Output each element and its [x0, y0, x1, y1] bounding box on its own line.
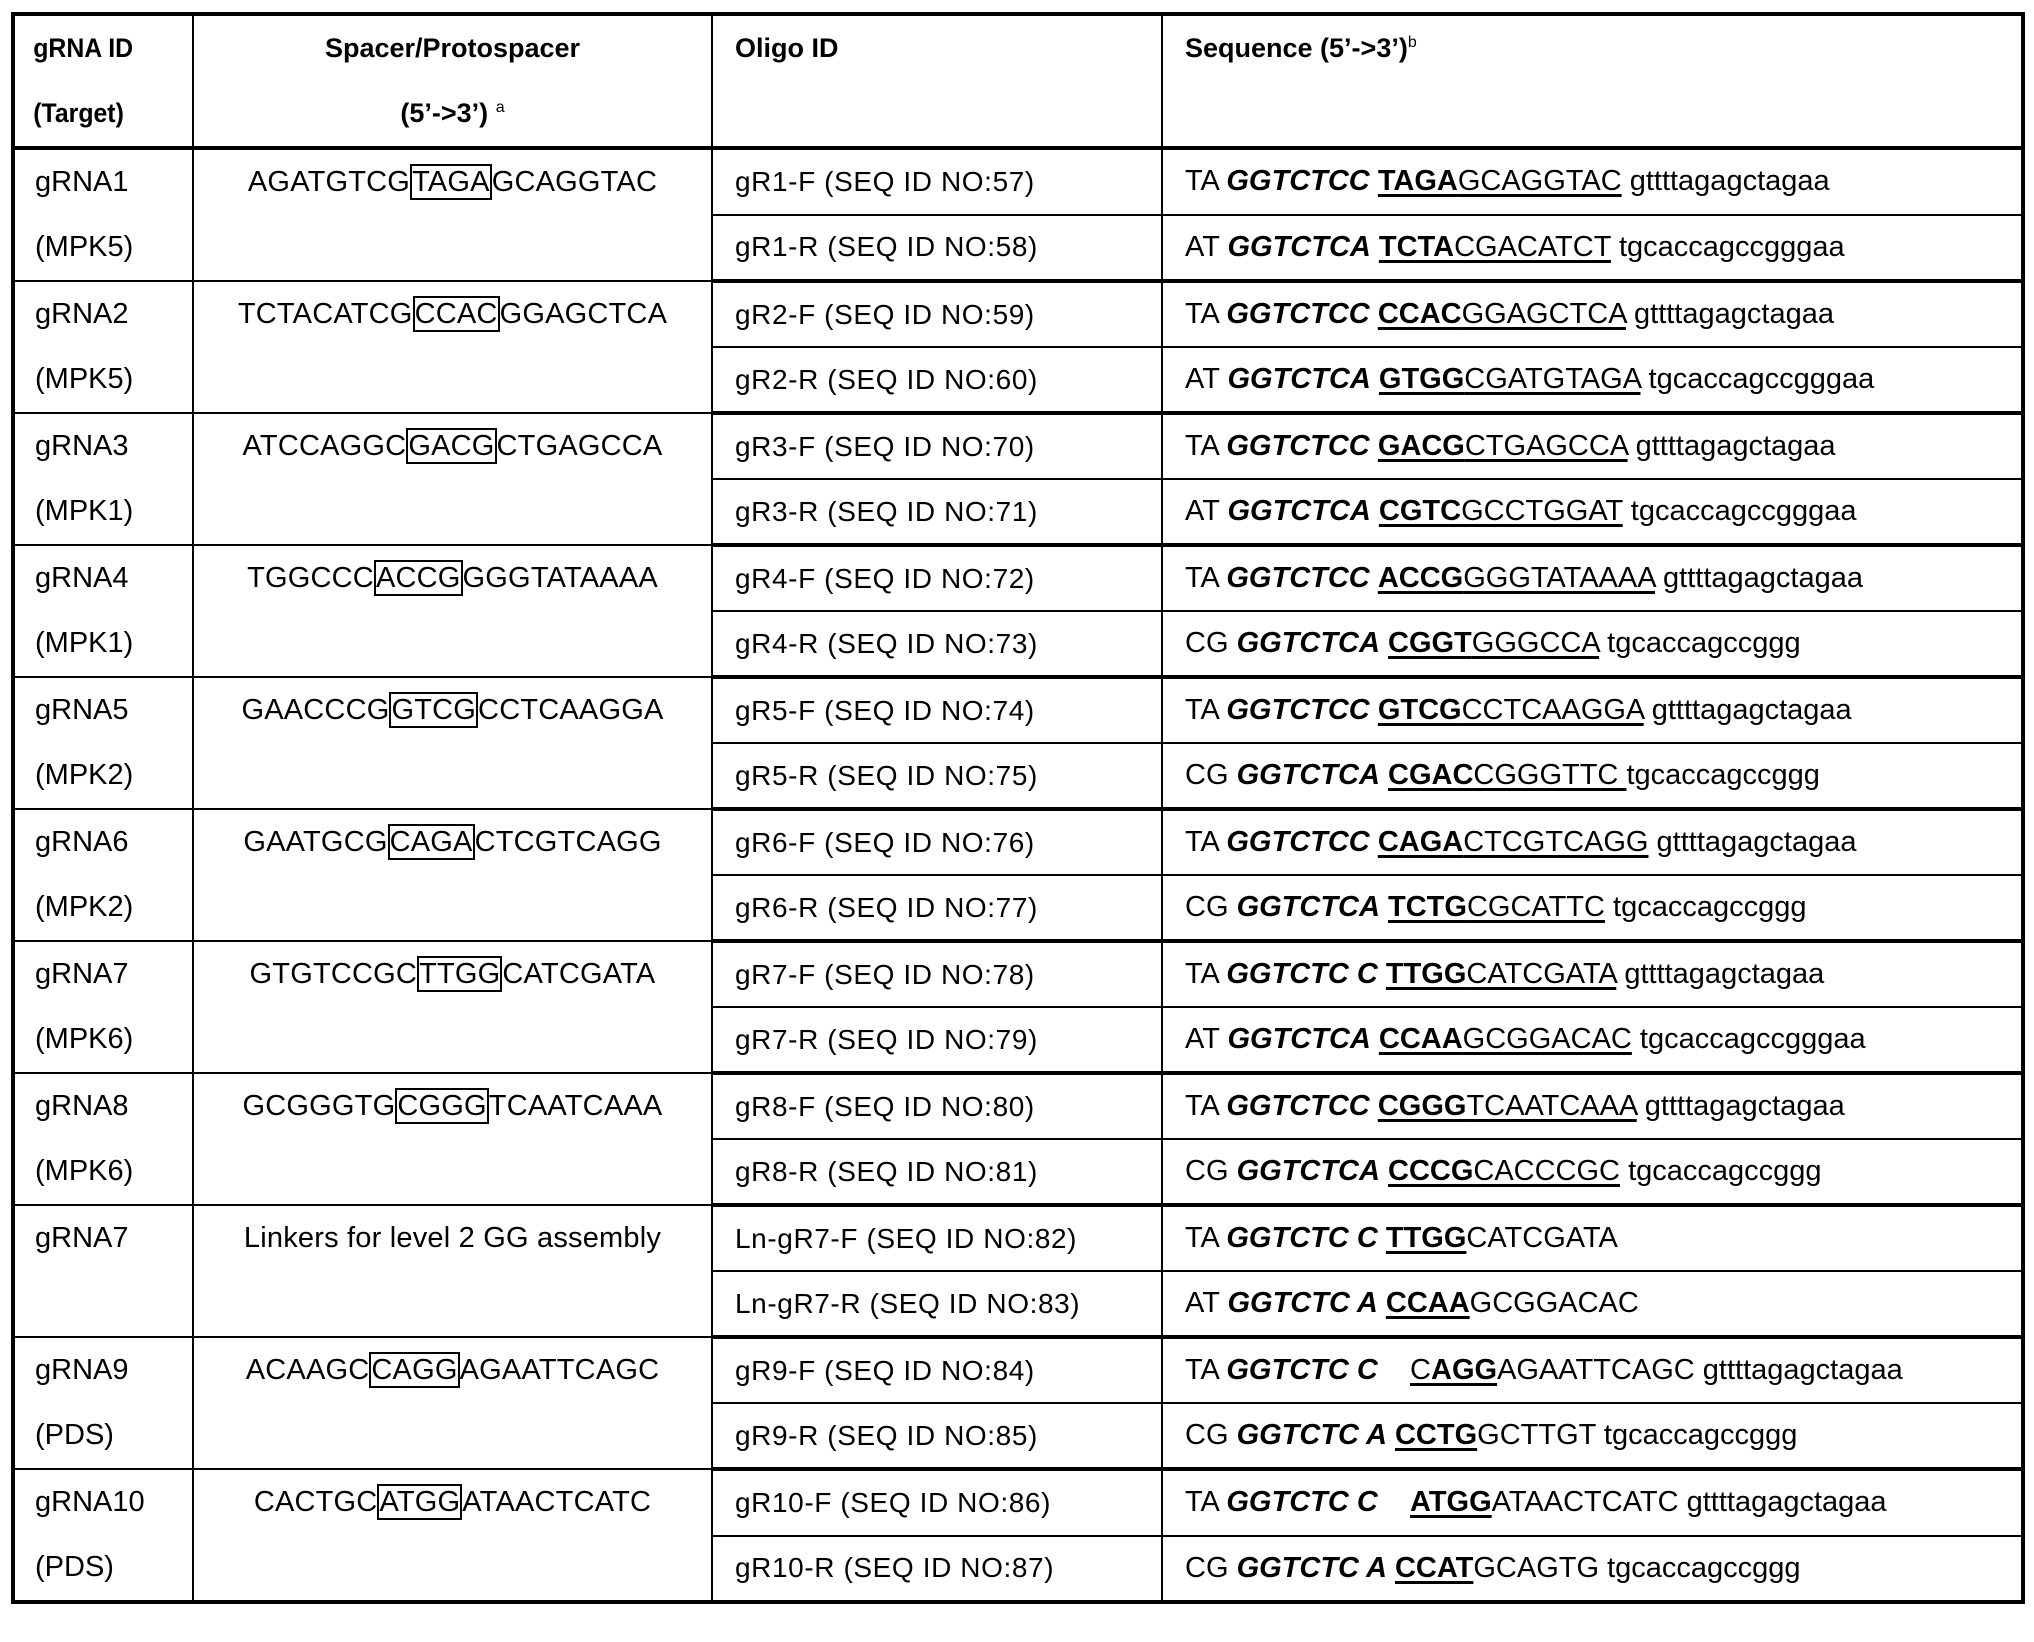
sequence-cell	[1162, 1007, 2023, 1073]
gid-label: gRNA3	[35, 430, 129, 462]
scaffold-tail: gttttagagctagaa	[1636, 1090, 1845, 1122]
header-spacer-line2: (5’->3’) $^a$	[400, 98, 505, 128]
scaffold-tail: tgcaccagccggg	[1604, 891, 1807, 923]
protospacer-underlined: GTGGCGATGTAGA	[1378, 363, 1641, 395]
sequence-cell	[1162, 1073, 2023, 1139]
spacer-sequence: GTGTCCGCTTGGCATCGATA	[249, 958, 656, 990]
overhang: GTGG	[1378, 363, 1465, 395]
oligo-id-cell	[712, 347, 1162, 413]
spacer-sequence: ATCCAGGCGACGCTGAGCCA	[242, 430, 663, 462]
seq-prefix: TA	[1185, 1090, 1227, 1122]
overhang-underlined	[1386, 1222, 1467, 1254]
bsai-site: GGTCTCC	[1226, 694, 1370, 726]
gid-label: gRNA4	[35, 562, 129, 594]
spacer-sequence: GAATGCGCAGACTCGTCAGG	[243, 826, 662, 858]
sequence-cell	[1162, 413, 2023, 479]
spacer-cell	[193, 677, 712, 809]
seq-prefix: TA	[1185, 694, 1227, 726]
spacer-cell	[193, 545, 712, 677]
bsai-site: GGTCTCA	[1227, 363, 1371, 395]
overhang: TTGG	[1385, 958, 1467, 990]
overhang: TCTA	[1378, 230, 1455, 263]
table-header-row	[13, 14, 2023, 148]
oligo-id: gR4-R (SEQ ID NO:73)	[735, 627, 1038, 659]
oligo-id: gR10-F (SEQ ID NO:86)	[735, 1486, 1052, 1518]
oligo-id-cell	[712, 413, 1162, 479]
sequence-cell: AT GGTCTC A CCAAGCGGACAC	[1162, 1271, 2023, 1337]
overhang: CAGA	[1377, 826, 1464, 858]
overhang: CCCG	[1388, 1155, 1474, 1187]
bsai-site: GGTCTCC	[1226, 165, 1370, 198]
header-oligo: Oligo ID	[712, 14, 1162, 148]
oligo-id-cell	[712, 1073, 1162, 1139]
spacer-cell	[193, 809, 712, 941]
protospacer-underlined: TCTGCGCATTC	[1388, 891, 1605, 923]
oligo-id-cell	[712, 1205, 1162, 1271]
oligo-id-cell	[712, 1007, 1162, 1073]
oligo-id: Ln-gR7-R (SEQ ID NO:83)	[735, 1287, 1081, 1319]
oligo-id: gR10-R (SEQ ID NO:87)	[735, 1552, 1055, 1584]
bsai-site: GGTCTC A	[1236, 1419, 1387, 1451]
table-row	[13, 148, 2023, 215]
protospacer-underlined: GACGCTGAGCCA	[1377, 430, 1628, 462]
target-label: (MPK2)	[35, 759, 134, 791]
overhang: TTGG	[1385, 1222, 1467, 1254]
scaffold-tail: gttttagagctagaa	[1648, 826, 1857, 858]
sequence-cell	[1162, 941, 2023, 1007]
protospacer-underlined: CCACGGAGCTCA	[1377, 298, 1626, 330]
spacer-cell	[193, 413, 712, 545]
sequence-cell: TA GGTCTC C TTGGCATCGATA	[1162, 1205, 2023, 1271]
bsai-site: GGTCTCC	[1226, 562, 1370, 594]
bsai-site: GGTCTCA	[1236, 1155, 1380, 1187]
target-label: (MPK2)	[35, 891, 134, 923]
protospacer-underlined: TAGAGCAGGTAC	[1377, 165, 1622, 198]
oligo-id-cell	[712, 875, 1162, 941]
scaffold-tail: tgcaccagccggg	[1599, 1551, 1801, 1584]
gid-cell	[13, 677, 193, 809]
overhang-underlined	[1410, 1486, 1492, 1518]
oligo-id: gR1-F (SEQ ID NO:57)	[735, 165, 1035, 197]
oligo-id-cell	[712, 281, 1162, 347]
table-row	[13, 1205, 2023, 1271]
spacer-sequence: GAACCCGGTCGCCTCAAGGA	[241, 694, 664, 726]
table-row	[13, 941, 2023, 1007]
oligo-id: gR3-R (SEQ ID NO:71)	[735, 495, 1038, 527]
bsai-site: GGTCTCA	[1227, 1023, 1371, 1055]
scaffold-tail: gttttagagctagaa	[1654, 562, 1863, 594]
bsai-site: GGTCTC C	[1226, 1222, 1378, 1254]
header-gid-line2: (Target)	[33, 98, 124, 128]
oligo-id: gR2-R (SEQ ID NO:60)	[735, 363, 1038, 395]
gid-label: gRNA1	[35, 166, 129, 198]
target-label: (MPK1)	[35, 627, 134, 659]
overhang-box: GTCG	[391, 694, 477, 726]
seq-prefix: CG	[1185, 627, 1237, 659]
spacer-cell	[193, 281, 712, 413]
oligo-id-cell	[712, 215, 1162, 282]
overhang: CCAA	[1385, 1287, 1470, 1319]
overhang: CCAA	[1378, 1023, 1463, 1055]
header-spacer-line1: Spacer/Protospacer	[324, 33, 581, 63]
bsai-site: GGTCTCC	[1226, 1090, 1370, 1122]
bsai-site: GGTCTCA	[1227, 495, 1371, 527]
oligo-id: Ln-gR7-F (SEQ ID NO:82)	[735, 1222, 1078, 1254]
overhang: GTCG	[1377, 694, 1462, 726]
protospacer-underlined: TCTACGACATCT	[1378, 230, 1611, 263]
seq-prefix: TA	[1185, 298, 1227, 330]
sequence-cell	[1162, 1139, 2023, 1205]
oligo-id: gR6-R (SEQ ID NO:77)	[735, 891, 1038, 923]
table-row	[13, 413, 2023, 479]
spacer-sequence: TCTACATCGCCACGGAGCTCA	[237, 298, 668, 330]
seq-prefix: TA	[1185, 958, 1227, 990]
overhang: CCAT	[1394, 1551, 1474, 1584]
gid-label: gRNA7	[35, 1222, 129, 1254]
table-row	[13, 1337, 2023, 1403]
protospacer-underlined: CCCGCACCCGC	[1388, 1155, 1621, 1187]
header-gid	[13, 14, 179, 148]
sequence-cell	[1162, 215, 2023, 282]
overhang: CCAC	[1377, 298, 1462, 330]
table-row	[13, 1469, 2023, 1536]
overhang: TAGA	[1377, 165, 1458, 198]
table-body	[13, 148, 2023, 1602]
bsai-site: GGTCTCA	[1227, 230, 1371, 263]
gid-cell	[13, 1469, 193, 1602]
oligo-id: gR5-F (SEQ ID NO:74)	[735, 694, 1035, 726]
sequence-cell	[1162, 545, 2023, 611]
oligo-id: gR6-F (SEQ ID NO:76)	[735, 826, 1035, 858]
gid-cell	[13, 1073, 193, 1205]
bsai-site: GGTCTCA	[1236, 759, 1380, 791]
oligo-id: gR5-R (SEQ ID NO:75)	[735, 759, 1038, 791]
overhang: CGTC	[1378, 495, 1462, 527]
gid-label: gRNA8	[35, 1090, 129, 1122]
oligo-id: gR7-R (SEQ ID NO:79)	[735, 1023, 1038, 1055]
gid-label: gRNA6	[35, 826, 129, 858]
protospacer-underlined: CAGACTCGTCAGG	[1377, 826, 1649, 858]
spacer-cell	[193, 1205, 712, 1337]
overhang-box: CAGA	[389, 826, 473, 858]
seq-prefix: TA	[1185, 1222, 1227, 1254]
seq-prefix: AT	[1185, 495, 1228, 527]
spacer-cell	[193, 1469, 712, 1602]
sequence-cell	[1162, 743, 2023, 809]
seq-prefix: CG	[1185, 1419, 1237, 1451]
spacer-sequence: TGGCCCACCGGGGTATAAAA	[247, 562, 658, 594]
header-spacer	[193, 14, 712, 148]
table-row	[13, 1073, 2023, 1139]
seq-prefix: TA	[1185, 1354, 1227, 1386]
oligo-id-cell	[712, 1139, 1162, 1205]
oligo-id-cell	[712, 677, 1162, 743]
scaffold-tail: tgcaccagccgggaa	[1622, 495, 1857, 527]
scaffold-tail: gttttagagctagaa	[1643, 694, 1852, 726]
scaffold-tail: gttttagagctagaa	[1694, 1354, 1903, 1386]
table-row	[13, 281, 2023, 347]
gid-cell	[13, 941, 193, 1073]
footnote-b: b	[1407, 34, 1417, 51]
gid-label: gRNA7	[35, 958, 129, 990]
oligo-id-cell	[712, 148, 1162, 215]
target-label: (MPK1)	[35, 495, 134, 527]
scaffold-tail: gttttagagctagaa	[1678, 1486, 1887, 1519]
sequence-cell	[1162, 479, 2023, 545]
seq-prefix: TA	[1185, 826, 1227, 858]
sequence-cell: CG GGTCTC A CCATGCAGTG tgcaccagccggg	[1162, 1536, 2023, 1603]
overhang-underlined	[1386, 1287, 1470, 1319]
seq-prefix: AT	[1185, 363, 1228, 395]
seq-prefix: TA	[1185, 165, 1227, 198]
spacer-note: Linkers for level 2 GG assembly	[243, 1222, 662, 1254]
overhang-underlined: CAGG	[1410, 1354, 1498, 1386]
spacer-sequence: GCGGGTGCGGGTCAATCAAA	[242, 1090, 663, 1122]
bsai-site: GGTCTC A	[1236, 1551, 1387, 1584]
sequence-cell	[1162, 677, 2023, 743]
seq-prefix: AT	[1185, 1287, 1228, 1319]
gid-cell	[13, 281, 193, 413]
oligo-id-cell	[712, 743, 1162, 809]
oligo-id-cell	[712, 611, 1162, 677]
overhang-box: TTGG	[419, 958, 501, 990]
oligo-id: gR1-R (SEQ ID NO:58)	[735, 231, 1038, 263]
protospacer-underlined: CGGGTCAATCAAA	[1377, 1090, 1637, 1122]
seq-prefix: AT	[1185, 1023, 1228, 1055]
sequence-cell: CG GGTCTC A CCTGGCTTGT tgcaccagccggg	[1162, 1403, 2023, 1469]
seq-prefix: CG	[1185, 891, 1237, 923]
overhang: CGGG	[1377, 1090, 1467, 1122]
bsai-site: GGTCTC C	[1226, 1354, 1378, 1386]
scaffold-tail: tgcaccagccgggaa	[1631, 1023, 1866, 1055]
overhang: ATGG	[1410, 1486, 1492, 1519]
spacer-sequence: AGATGTCGTAGAGCAGGTAC	[247, 166, 658, 198]
overhang: CCTG	[1394, 1419, 1478, 1451]
sequence-cell	[1162, 148, 2023, 215]
scaffold-tail: gttttagagctagaa	[1616, 958, 1825, 990]
gid-cell	[13, 148, 193, 281]
overhang: AGG	[1431, 1354, 1498, 1386]
oligo-id-cell	[712, 1271, 1162, 1337]
bsai-site: GGTCTCC	[1226, 298, 1370, 330]
spacer-cell	[193, 1073, 712, 1205]
scaffold-tail: gttttagagctagaa	[1625, 298, 1834, 330]
scaffold-tail: tgcaccagccggg	[1595, 1419, 1798, 1451]
seq-prefix: TA	[1185, 1486, 1227, 1519]
oligo-id: gR3-F (SEQ ID NO:70)	[735, 430, 1035, 462]
target-label: (MPK5)	[35, 231, 134, 263]
overhang-box: ACCG	[375, 562, 461, 594]
target-label: (PDS)	[35, 1551, 114, 1583]
oligo-id-cell	[712, 1337, 1162, 1403]
table-title-cropped	[0, 0, 2034, 12]
seq-prefix: CG	[1185, 1155, 1237, 1187]
scaffold-tail: tgcaccagccggg	[1626, 759, 1820, 791]
target-label: (PDS)	[35, 1419, 114, 1451]
oligo-id: gR8-R (SEQ ID NO:81)	[735, 1155, 1038, 1187]
bsai-site: GGTCTC A	[1227, 1287, 1378, 1319]
overhang: GACG	[1377, 430, 1465, 462]
gid-label: gRNA9	[35, 1354, 129, 1386]
overhang-box: TAGA	[412, 166, 490, 198]
spacer-sequence: ACAAGCCAGGAGAATTCAGC	[245, 1354, 660, 1386]
bsai-site: GGTCTC C	[1226, 958, 1378, 990]
oligo-id: gR2-F (SEQ ID NO:59)	[735, 298, 1035, 330]
protospacer-underlined: TTGGCATCGATA	[1385, 958, 1617, 990]
overhang-underlined	[1395, 1552, 1473, 1584]
table-row	[13, 545, 2023, 611]
seq-prefix: TA	[1185, 430, 1227, 462]
protospacer-underlined: CCAAGCGGACAC	[1378, 1023, 1632, 1055]
oligo-table	[11, 12, 2025, 1604]
bsai-site: GGTCTCC	[1226, 826, 1370, 858]
oligo-id-cell	[712, 1469, 1162, 1536]
bsai-site: GGTCTCA	[1236, 627, 1380, 659]
gid-cell	[13, 809, 193, 941]
oligo-id-cell	[712, 1536, 1162, 1603]
spacer-cell	[193, 941, 712, 1073]
sequence-cell	[1162, 281, 2023, 347]
target-label: (MPK5)	[35, 363, 134, 395]
gid-cell	[13, 1337, 193, 1469]
oligo-id-cell	[712, 1403, 1162, 1469]
oligo-id: gR8-F (SEQ ID NO:80)	[735, 1090, 1035, 1122]
scaffold-tail: tgcaccagccggg	[1620, 1155, 1822, 1187]
footnote-a: a	[495, 99, 505, 116]
oligo-id: gR9-F (SEQ ID NO:84)	[735, 1354, 1035, 1386]
overhang-box: CAGG	[371, 1354, 458, 1386]
gid-label: gRNA10	[35, 1486, 145, 1518]
overhang-box: GACG	[408, 430, 495, 462]
overhang-box: CCAC	[414, 298, 498, 330]
overhang: CGAC	[1388, 759, 1474, 791]
sequence-cell	[1162, 347, 2023, 413]
sequence-cell: TA GGTCTC C CAGGAGAATTCAGC gttttagagctagaa	[1162, 1337, 2023, 1403]
scaffold-tail: tgcaccagccgggaa	[1640, 363, 1875, 395]
header-gid-line1: gRNA ID	[33, 33, 134, 63]
gid-label: gRNA5	[35, 694, 129, 726]
spacer-sequence: CACTGCATGGATAACTCATC	[253, 1486, 652, 1518]
overhang-box: ATGG	[379, 1486, 461, 1518]
target-label: (MPK6)	[35, 1023, 134, 1055]
gid-cell	[13, 545, 193, 677]
seq-prefix: TA	[1185, 562, 1227, 594]
scaffold-tail: gttttagagctagaa	[1621, 165, 1830, 198]
spacer-cell	[193, 1337, 712, 1469]
gid-cell	[13, 1205, 193, 1337]
target-label: (MPK6)	[35, 1155, 134, 1187]
protospacer-underlined: GTCGCCTCAAGGA	[1377, 694, 1644, 726]
scaffold-tail: gttttagagctagaa	[1627, 430, 1836, 462]
sequence-cell	[1162, 875, 2023, 941]
protospacer-underlined: CGTCGCCTGGAT	[1378, 495, 1623, 527]
overhang: CGGT	[1388, 627, 1472, 659]
oligo-id: gR9-R (SEQ ID NO:85)	[735, 1419, 1038, 1451]
overhang-underlined	[1395, 1419, 1477, 1451]
oligo-id-cell	[712, 809, 1162, 875]
overhang: ACCG	[1377, 562, 1464, 594]
table-row	[13, 677, 2023, 743]
seq-prefix: CG	[1185, 1551, 1237, 1584]
oligo-id-cell	[712, 479, 1162, 545]
sequence-cell: TA GGTCTC C ATGGATAACTCATC gttttagagctagaa	[1162, 1469, 2023, 1536]
oligo-id-cell	[712, 941, 1162, 1007]
spacer-cell	[193, 148, 712, 281]
overhang-box: CGGG	[397, 1090, 487, 1122]
overhang: TCTG	[1388, 891, 1467, 923]
gid-label: gRNA2	[35, 298, 129, 330]
sequence-cell	[1162, 809, 2023, 875]
sequence-cell	[1162, 611, 2023, 677]
scaffold-tail: tgcaccagccgggaa	[1610, 230, 1845, 263]
bsai-site: GGTCTC C	[1226, 1486, 1378, 1519]
bsai-site: GGTCTCA	[1236, 891, 1380, 923]
gid-cell	[13, 413, 193, 545]
protospacer-underlined: ACCGGGGTATAAAA	[1377, 562, 1655, 594]
bsai-site: GGTCTCC	[1226, 430, 1370, 462]
scaffold-tail: tgcaccagccggg	[1599, 627, 1801, 659]
oligo-id: gR4-F (SEQ ID NO:72)	[735, 562, 1035, 594]
table-row	[13, 809, 2023, 875]
protospacer-underlined: CGGTGGGCCA	[1388, 627, 1600, 659]
oligo-id: gR7-F (SEQ ID NO:78)	[735, 958, 1035, 990]
oligo-id-cell	[712, 545, 1162, 611]
header-sequence: Sequence (5’->3’)$^b$	[1162, 14, 2023, 148]
seq-prefix: CG	[1185, 759, 1237, 791]
seq-prefix: AT	[1185, 230, 1228, 263]
protospacer-underlined: CGACCGGGTTC	[1388, 759, 1627, 791]
